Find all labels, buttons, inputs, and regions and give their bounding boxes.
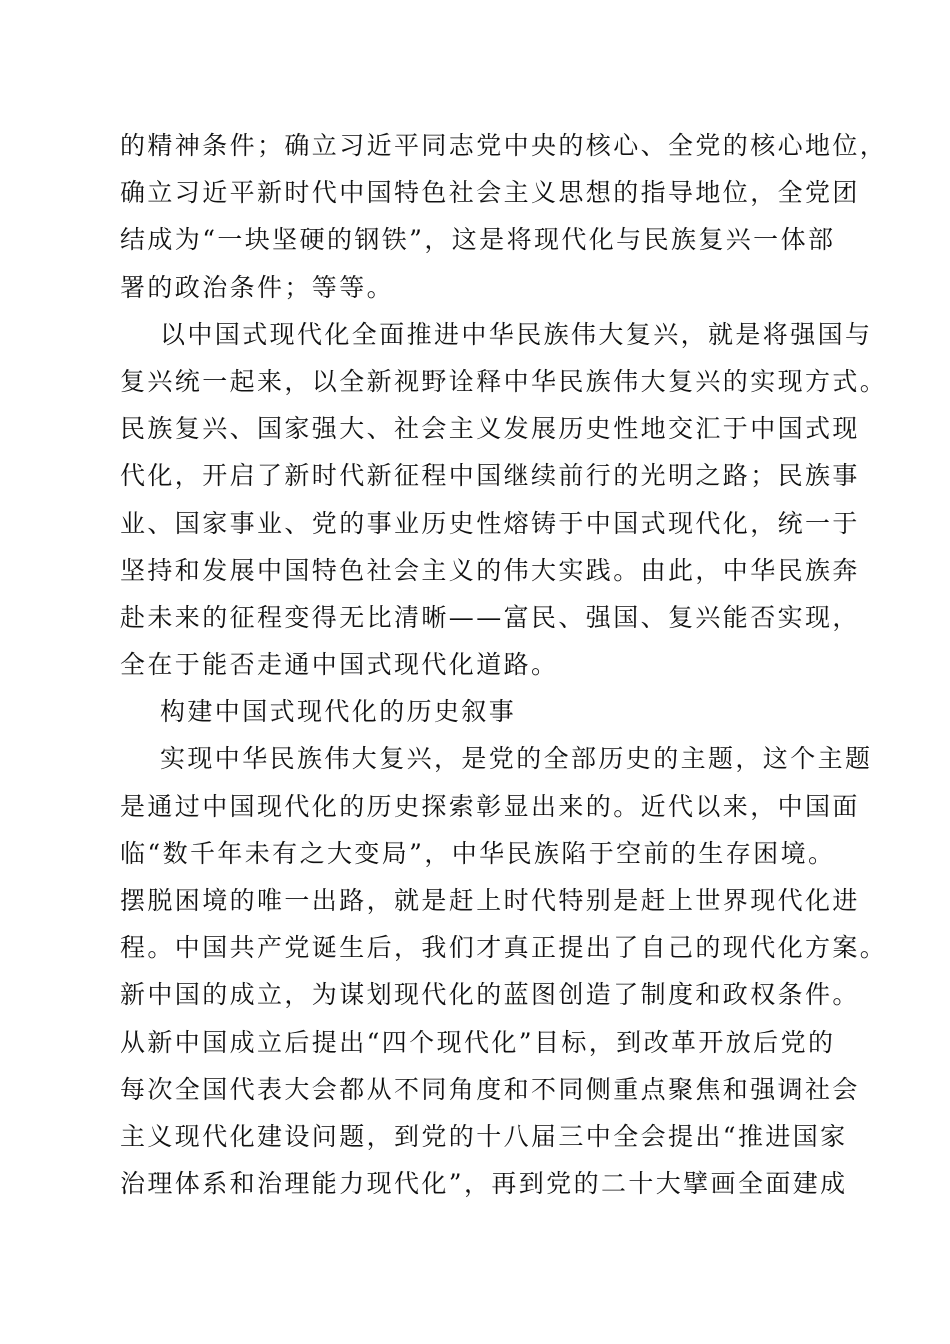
text-line: 从新中国成立后提出“四个现代化”目标，到改革开放后党的 [120,1027,836,1057]
text-line: 是通过中国现代化的历史探索彰显出来的。近代以来，中国面 [120,791,860,821]
text-line: 主义现代化建设问题，到党的十八届三中全会提出“推进国家 [120,1121,848,1151]
text-line: 每次全国代表大会都从不同角度和不同侧重点聚焦和强调社会 [120,1074,860,1104]
text-line: 结成为“一块坚硬的钢铁”，这是将现代化与民族复兴一体部 [120,225,836,255]
section-heading: 构建中国式现代化的历史叙事 [160,697,517,727]
text-line: 复兴统一起来，以全新视野诠释中华民族伟大复兴的实现方式。 [120,366,888,396]
text-line: 临“数千年未有之大变局”，中华民族陷于空前的生存困境。 [120,838,836,868]
text-line: 全在于能否走通中国式现代化道路。 [120,650,559,680]
text-line: 确立习近平新时代中国特色社会主义思想的指导地位，全党团 [120,178,860,208]
text-line: 坚持和发展中国特色社会主义的伟大实践。由此，中华民族奔 [120,555,860,585]
text-line: 代化，开启了新时代新征程中国继续前行的光明之路；民族事 [120,461,860,491]
text-line: 署的政治条件；等等。 [120,272,395,302]
text-line: 的精神条件；确立习近平同志党中央的核心、全党的核心地位， [120,131,888,160]
text-line: 新中国的成立，为谋划现代化的蓝图创造了制度和政权条件。 [120,980,860,1010]
paragraph-first-line: 以中国式现代化全面推进中华民族伟大复兴，就是将强国与 [160,319,873,349]
text-line: 摆脱困境的唯一出路，就是赶上时代特别是赶上世界现代化进 [120,886,860,915]
text-line: 业、国家事业、党的事业历史性熔铸于中国式现代化，统一于 [120,508,860,538]
text-line: 赴未来的征程变得无比清晰——富民、强国、复兴能否实现， [120,602,860,632]
body-text [120,122,888,1207]
text-line: 程。中国共产党诞生后，我们才真正提出了自己的现代化方案。 [120,933,888,963]
text-line: 治理体系和治理能力现代化”，再到党的二十大擘画全面建成 [120,1169,848,1199]
paragraph-first-line: 实现中华民族伟大复兴，是党的全部历史的主题，这个主题 [160,744,873,774]
text-line: 民族复兴、国家强大、社会主义发展历史性地交汇于中国式现 [120,414,860,444]
